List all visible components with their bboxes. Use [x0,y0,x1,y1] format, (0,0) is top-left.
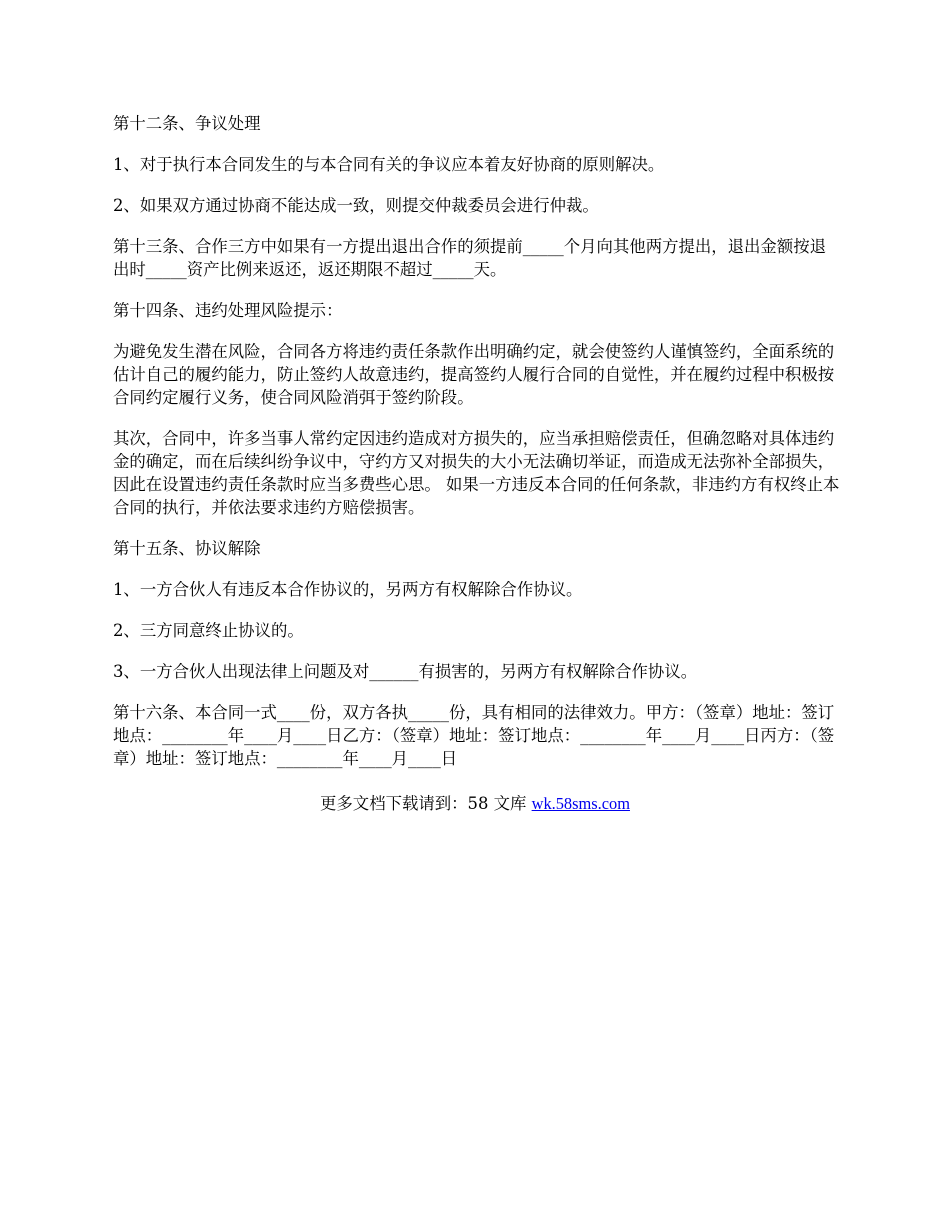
article-12-clause-1: 1、对于执行本合同发生的与本合同有关的争议应本着友好协商的原则解决。 [113,155,665,174]
article-12-clause-2: 2、如果双方通过协商不能达成一致，则提交仲裁委员会进行仲裁。 [113,196,599,215]
risk-notice-paragraph-2: 其次，合同中，许多当事人常约定因违约造成对方损失的，应当承担赔偿责任，但确忽略对具体违约金的确定，而在后续纠纷争议中，守约方又对损失的大小无法确切举证，而造成无法弥补全部损失，因此在设置违约责任条款时应当多费些心思。 如果一方违反本合同的任何条款，非违约方有权终止本合同的执行，并依法要求违约方赔偿损害。 [113,429,840,517]
footer-link[interactable]: wk.58sms.com [531,794,630,813]
article-15-clause-1: 1、一方合伙人有违反本合作协议的，另两方有权解除合作协议。 [113,580,583,599]
article-16-signature-block: 第十六条、本合同一式____份，双方各执_____份，具有相同的法律效力。甲方：（签章）地址：签订地点：________年____月____日乙方：（签章）地址：签订地点：________年____月____日丙方：（签章）地址：签订地点：________年____月____日 [113,703,835,768]
article-15-heading: 第十五条、协议解除 [113,539,261,558]
article-14-heading: 第十四条、违约处理风险提示： [113,301,343,320]
risk-notice-paragraph-1: 为避免发生潜在风险，合同各方将违约责任条款作出明确约定，就会使签约人谨慎签约，全面系统的估计自己的履约能力，防止签约人故意违约，提高签约人履行合同的自觉性，并在履约过程中积极按合同约定履行义务，使合同风险消弭于签约阶段。 [113,342,835,407]
document-body [113,112,841,788]
article-15-clause-2: 2、三方同意终止协议的。 [113,621,304,640]
download-footer [0,792,950,815]
article-13: 第十三条、合作三方中如果有一方提出退出合作的须提前_____个月向其他两方提出，退出金额按退出时_____资产比例来返还，返还期限不超过_____天。 [113,237,826,279]
article-12-heading: 第十二条、争议处理 [113,114,261,133]
article-15-clause-3: 3、一方合伙人出现法律上问题及对______有损害的，另两方有权解除合作协议。 [113,662,698,681]
footer-prefix: 更多文档下载请到：58 文库 [320,794,532,813]
